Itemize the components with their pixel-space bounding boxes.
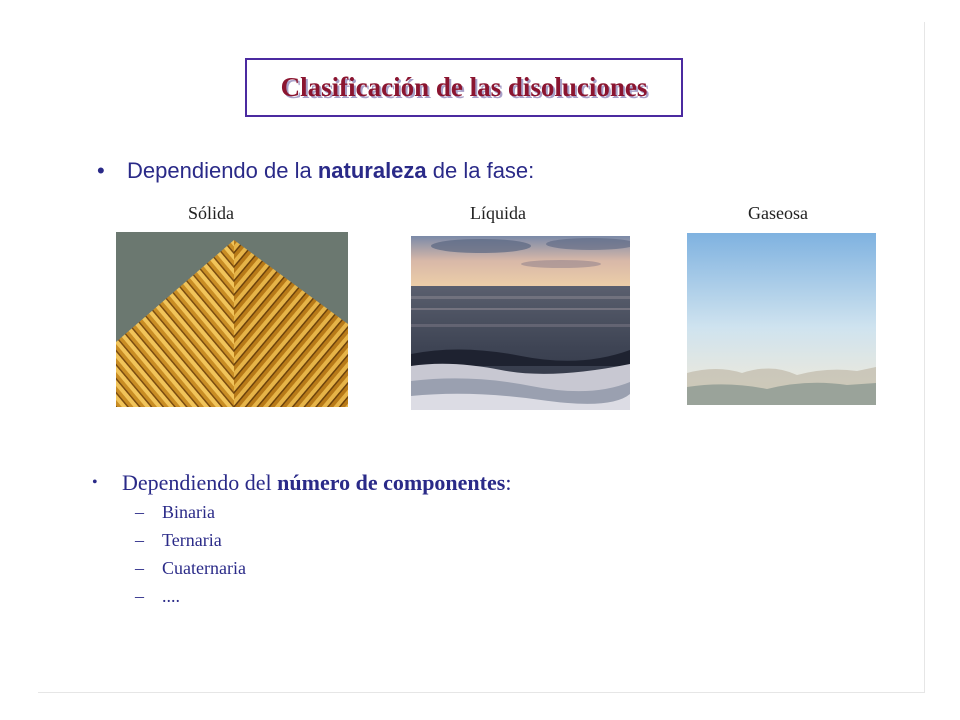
bullet-bold: número de componentes bbox=[277, 470, 506, 495]
dash: – bbox=[135, 530, 144, 550]
bullet-suffix: de la fase: bbox=[426, 158, 535, 183]
slide-title: Clasificación de las disoluciones bbox=[280, 72, 648, 102]
bullet-prefix: Dependiendo de la bbox=[127, 158, 318, 183]
label-gaseosa: Gaseosa bbox=[748, 203, 808, 223]
bullet-suffix: : bbox=[505, 470, 512, 495]
dash: – bbox=[135, 558, 144, 578]
slide-title-box bbox=[245, 58, 683, 117]
sub-item-binaria bbox=[135, 498, 246, 526]
bullet-naturaleza bbox=[97, 158, 534, 184]
label-liquida: Líquida bbox=[470, 203, 526, 223]
sub-item-cuaternaria bbox=[135, 554, 246, 582]
bullet-prefix: Dependiendo del bbox=[122, 470, 278, 495]
sub-item-text: .... bbox=[162, 586, 180, 606]
label-solida: Sólida bbox=[188, 203, 235, 223]
sub-item-ellipsis bbox=[135, 582, 246, 610]
solid-image bbox=[116, 232, 348, 407]
bullet-componentes bbox=[92, 470, 511, 496]
sub-item-text: Ternaria bbox=[162, 530, 222, 550]
bullet-marker: • bbox=[97, 158, 105, 183]
components-sublist bbox=[135, 498, 246, 610]
sub-item-text: Cuaternaria bbox=[162, 558, 246, 578]
dash: – bbox=[135, 586, 144, 606]
bullet-marker: • bbox=[92, 474, 98, 491]
sub-item-text: Binaria bbox=[162, 502, 215, 522]
dash: – bbox=[135, 502, 144, 522]
sub-item-ternaria bbox=[135, 526, 246, 554]
gas-image bbox=[687, 233, 876, 405]
bullet-bold: naturaleza bbox=[317, 158, 427, 183]
liquid-image bbox=[411, 236, 630, 410]
